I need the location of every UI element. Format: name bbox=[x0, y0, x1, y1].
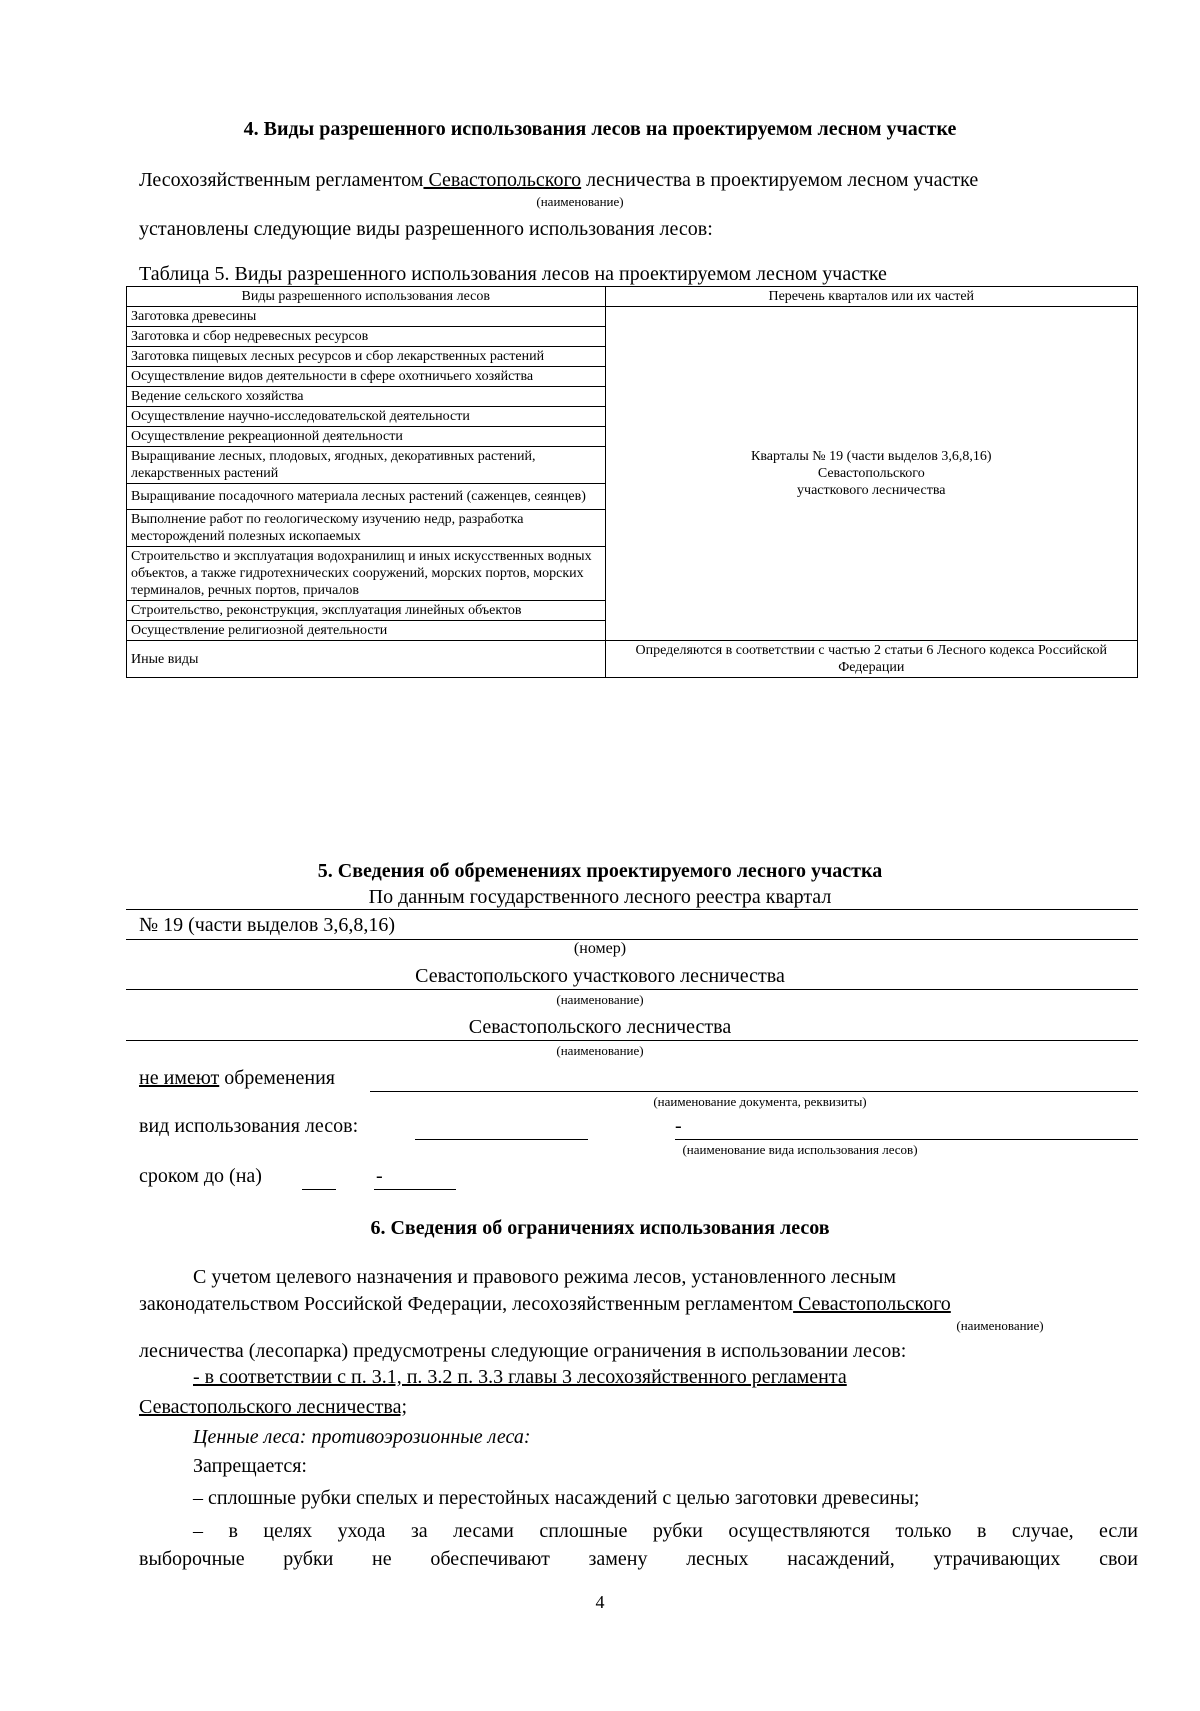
table-cell: Иные виды bbox=[127, 641, 606, 678]
forestry-name: Севастопольского bbox=[423, 169, 582, 191]
text: законодательством Российской Федерации, лесохозяйственным регламентом bbox=[139, 1293, 794, 1315]
restriction-item: – сплошные рубки спелых и перестойных насаждений с целью заготовки древесины; bbox=[193, 1487, 920, 1509]
quarters-value: Кварталы № 19 (части выделов 3,6,8,16) bbox=[751, 449, 992, 464]
rule bbox=[126, 989, 1138, 990]
quarters-value: участкового лесничества bbox=[797, 483, 946, 498]
rule bbox=[675, 1139, 1138, 1140]
caption-number: (номер) bbox=[573, 940, 627, 957]
caption-name: (наименование) bbox=[536, 194, 624, 209]
rule bbox=[126, 909, 1138, 910]
table-5 bbox=[126, 286, 1138, 678]
section-5-title: 5. Сведения об обременениях проектируемого лесного участка bbox=[317, 860, 883, 882]
table-header-cell: Виды разрешенного использования лесов bbox=[127, 287, 606, 307]
table-cell: Осуществление религиозной деятельности bbox=[127, 621, 606, 641]
restriction-item: – в целях ухода за лесами сплошные рубки осуществляются только в случае, если bbox=[193, 1520, 1138, 1542]
caption-use-type: (наименование вида использования лесов) bbox=[682, 1142, 918, 1157]
encumbrance-text bbox=[139, 1065, 335, 1091]
table-5-caption: Таблица 5. Виды разрешенного использования лесов на проектируемом лесном участке bbox=[139, 263, 887, 285]
table-cell: Выполнение работ по геологическому изучению недр, разработка месторождений полезных ископаемых bbox=[127, 510, 606, 547]
text: лесничества в проектируемом лесном участке bbox=[581, 169, 979, 191]
section-5-subtitle: По данным государственного лесного реестра квартал bbox=[368, 886, 832, 908]
table-cell: Заготовка пищевых лесных ресурсов и сбор лекарственных растений bbox=[127, 347, 606, 367]
forestry-value: Севастопольского лесничества bbox=[468, 1016, 732, 1038]
rule bbox=[374, 1189, 456, 1190]
table-cell: Строительство и эксплуатация водохранилищ и иных искусственных водных объектов, а также гидротехнических сооружений, морских портов, морских терминалов, речных портов, причалов bbox=[127, 547, 606, 601]
table-header-cell: Перечень кварталов или их частей bbox=[605, 287, 1137, 307]
table-cell: Определяются в соответствии с частью 2 статьи 6 Лесного кодекса Российской Федерации bbox=[605, 641, 1137, 678]
text: не имеют bbox=[139, 1067, 220, 1089]
section-4-paragraph-line2: установлены следующие виды разрешенного использования лесов: bbox=[139, 218, 713, 240]
table-cell: Строительство, реконструкция, эксплуатация линейных объектов bbox=[127, 601, 606, 621]
quarter-number-value: № 19 (части выделов 3,6,8,16) bbox=[139, 914, 396, 936]
text: обременения bbox=[219, 1067, 336, 1089]
use-type-label: вид использования лесов: bbox=[139, 1115, 359, 1137]
caption-name: (наименование) bbox=[556, 992, 644, 1007]
table-row bbox=[127, 307, 1138, 327]
table-row bbox=[127, 641, 1138, 678]
caption-name: (наименование) bbox=[956, 1318, 1044, 1333]
rule bbox=[370, 1091, 1138, 1092]
section-6-title: 6. Сведения об ограничениях использования лесов bbox=[370, 1217, 830, 1239]
forbidden-label: Запрещается: bbox=[193, 1455, 307, 1477]
term-label: сроком до (на) bbox=[139, 1165, 262, 1187]
table-cell: Заготовка и сбор недревесных ресурсов bbox=[127, 327, 606, 347]
text: Лесохозяйственным регламентом bbox=[139, 169, 424, 191]
section-4-title: 4. Виды разрешенного использования лесов на проектируемом лесном участке bbox=[243, 118, 957, 140]
forestry-name: Севастопольского bbox=[793, 1293, 951, 1315]
section-6-paragraph: С учетом целевого назначения и правового режима лесов, установленного лесным bbox=[193, 1266, 896, 1288]
use-type-dash: - bbox=[675, 1115, 682, 1137]
section-6-paragraph bbox=[139, 1291, 951, 1317]
district-value: Севастопольского участкового лесничества bbox=[415, 965, 785, 987]
regulation-reference: Севастопольского лесничества; bbox=[139, 1396, 407, 1418]
table-cell: Осуществление рекреационной деятельности bbox=[127, 427, 606, 447]
rule bbox=[415, 1139, 588, 1140]
restriction-item: выборочные рубки не обеспечивают замену лесных насаждений, утрачивающих свои bbox=[139, 1548, 1138, 1570]
rule bbox=[126, 1040, 1138, 1041]
regulation-reference: - в соответствии с п. 3.1, п. 3.2 п. 3.3 главы 3 лесохозяйственного регламента bbox=[193, 1366, 847, 1388]
section-6-paragraph: лесничества (лесопарка) предусмотрены следующие ограничения в использовании лесов: bbox=[139, 1340, 907, 1362]
table-cell: Выращивание посадочного материала лесных растений (саженцев, сеянцев) bbox=[127, 484, 606, 510]
rule bbox=[302, 1189, 336, 1190]
quarters-value: Севастопольского bbox=[817, 466, 925, 481]
table-cell: Выращивание лесных, плодовых, ягодных, декоративных растений, лекарственных растений bbox=[127, 447, 606, 484]
table-header-row bbox=[127, 287, 1138, 307]
table-cell: Заготовка древесины bbox=[127, 307, 606, 327]
term-dash: - bbox=[376, 1165, 383, 1187]
table-cell: Осуществление видов деятельности в сфере охотничьего хозяйства bbox=[127, 367, 606, 387]
section-4-paragraph-line1 bbox=[139, 167, 978, 193]
page-number: 4 bbox=[595, 1592, 605, 1612]
forest-category: Ценные леса: противоэрозионные леса: bbox=[193, 1426, 531, 1448]
table-cell: Ведение сельского хозяйства bbox=[127, 387, 606, 407]
table-merged-cell bbox=[605, 307, 1137, 641]
caption-name: (наименование) bbox=[556, 1043, 644, 1058]
table-cell: Осуществление научно-исследовательской деятельности bbox=[127, 407, 606, 427]
caption-document: (наименование документа, реквизиты) bbox=[653, 1094, 867, 1109]
